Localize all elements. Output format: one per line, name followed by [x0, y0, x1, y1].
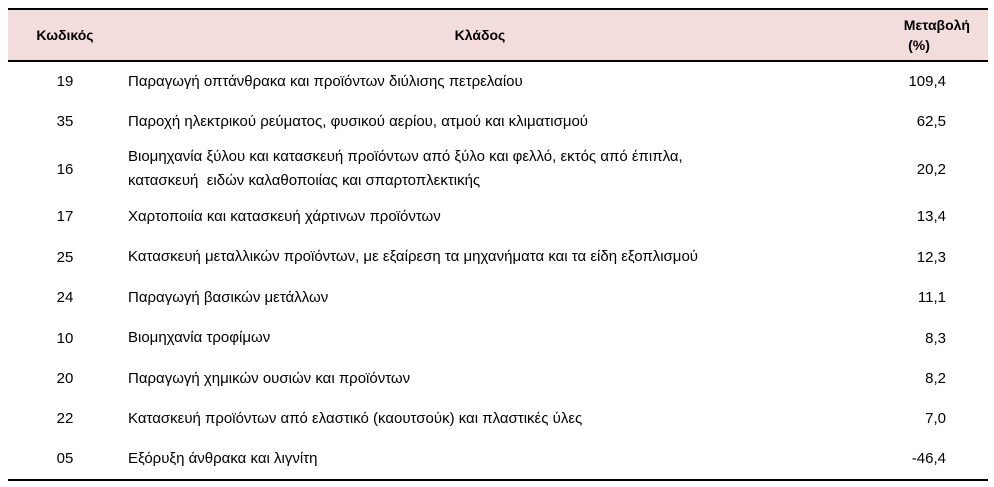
row-sector: [122, 197, 838, 237]
table-row: [8, 101, 988, 141]
table-row: [8, 439, 988, 479]
row-sector: [122, 142, 838, 197]
row-sector-line: Εξόρυξη άνθρακα και λιγνίτη: [128, 449, 318, 467]
row-change: -46,4: [838, 439, 988, 479]
row-code: 16: [56, 160, 74, 178]
row-sector: [122, 278, 838, 318]
row-code: 22: [56, 410, 74, 428]
table-row: [8, 61, 988, 101]
row-sector: [122, 399, 838, 439]
row-change: 13,4: [916, 208, 946, 226]
header-change-label: Μεταβολή: [903, 17, 970, 33]
row-code: 24: [56, 289, 74, 307]
table-row: [8, 197, 988, 237]
row-sector-line: Παραγωγή χημικών ουσιών και προϊόντων: [128, 369, 411, 387]
row-sector: [122, 237, 838, 277]
row-code: 10: [56, 329, 74, 347]
row-code: 25: [56, 248, 74, 266]
row-change: 8,3: [925, 329, 946, 347]
row-sector-line: Παροχή ηλεκτρικού ρεύματος, φυσικού αερίου, ατμού και κλιματισμού: [128, 112, 589, 130]
table-body: [8, 61, 988, 480]
table-row: [8, 237, 988, 277]
table-row: [8, 399, 988, 439]
row-sector-line: κατασκευή ειδών καλαθοποιίας και σπαρτοπλεκτικής: [128, 172, 481, 190]
row-sector: [122, 61, 838, 101]
row-sector: [122, 439, 838, 479]
row-sector: [122, 101, 838, 141]
row-sector-line: Χαρτοποιία και κατασκευή χάρτινων προϊόντων: [128, 207, 441, 225]
row-sector-line: Παραγωγή βασικών μετάλλων: [128, 288, 329, 306]
row-sector-line: Παραγωγή οπτάνθρακα και προϊόντων διύλισης πετρελαίου: [128, 72, 523, 90]
row-change: 11,1: [917, 289, 946, 307]
row-sector-line: Κατασκευή μεταλλικών προϊόντων, με εξαίρεση τα μηχανήματα και τα είδη εξοπλισμού: [128, 248, 698, 266]
table-row: [8, 142, 988, 197]
row-sector: [122, 358, 838, 398]
row-sector: [122, 318, 838, 358]
header-change: [838, 9, 988, 61]
header-code: Κωδικός: [8, 9, 122, 61]
row-code: 19: [56, 73, 74, 91]
row-code: 20: [56, 370, 74, 388]
table-row: [8, 358, 988, 398]
row-change: 62,5: [916, 113, 946, 131]
row-code: 35: [56, 113, 74, 131]
row-change: 7,0: [925, 410, 946, 428]
row-sector-line: Βιομηχανία ξύλου και κατασκευή προϊόντων από ξύλο και φελλό, εκτός από έπιπλα,: [128, 148, 683, 166]
table-row: [8, 278, 988, 318]
row-change: 12,3: [916, 248, 946, 266]
sector-change-table: [8, 8, 988, 481]
header-sector: Κλάδος: [122, 9, 838, 61]
row-change: 109,4: [908, 73, 946, 91]
row-change: 8,2: [925, 370, 946, 388]
table-header-row: [8, 9, 988, 61]
sector-change-table-container: [8, 8, 988, 481]
row-sector-line: Κατασκευή προϊόντων από ελαστικό (καουτσούκ) και πλαστικές ύλες: [128, 409, 583, 427]
row-sector-line: Βιομηχανία τροφίμων: [128, 329, 271, 347]
row-code: 17: [56, 208, 74, 226]
row-change: 20,2: [916, 160, 946, 178]
row-code: 05: [8, 439, 122, 479]
table-row: [8, 318, 988, 358]
header-change-unit: (%): [908, 37, 930, 53]
